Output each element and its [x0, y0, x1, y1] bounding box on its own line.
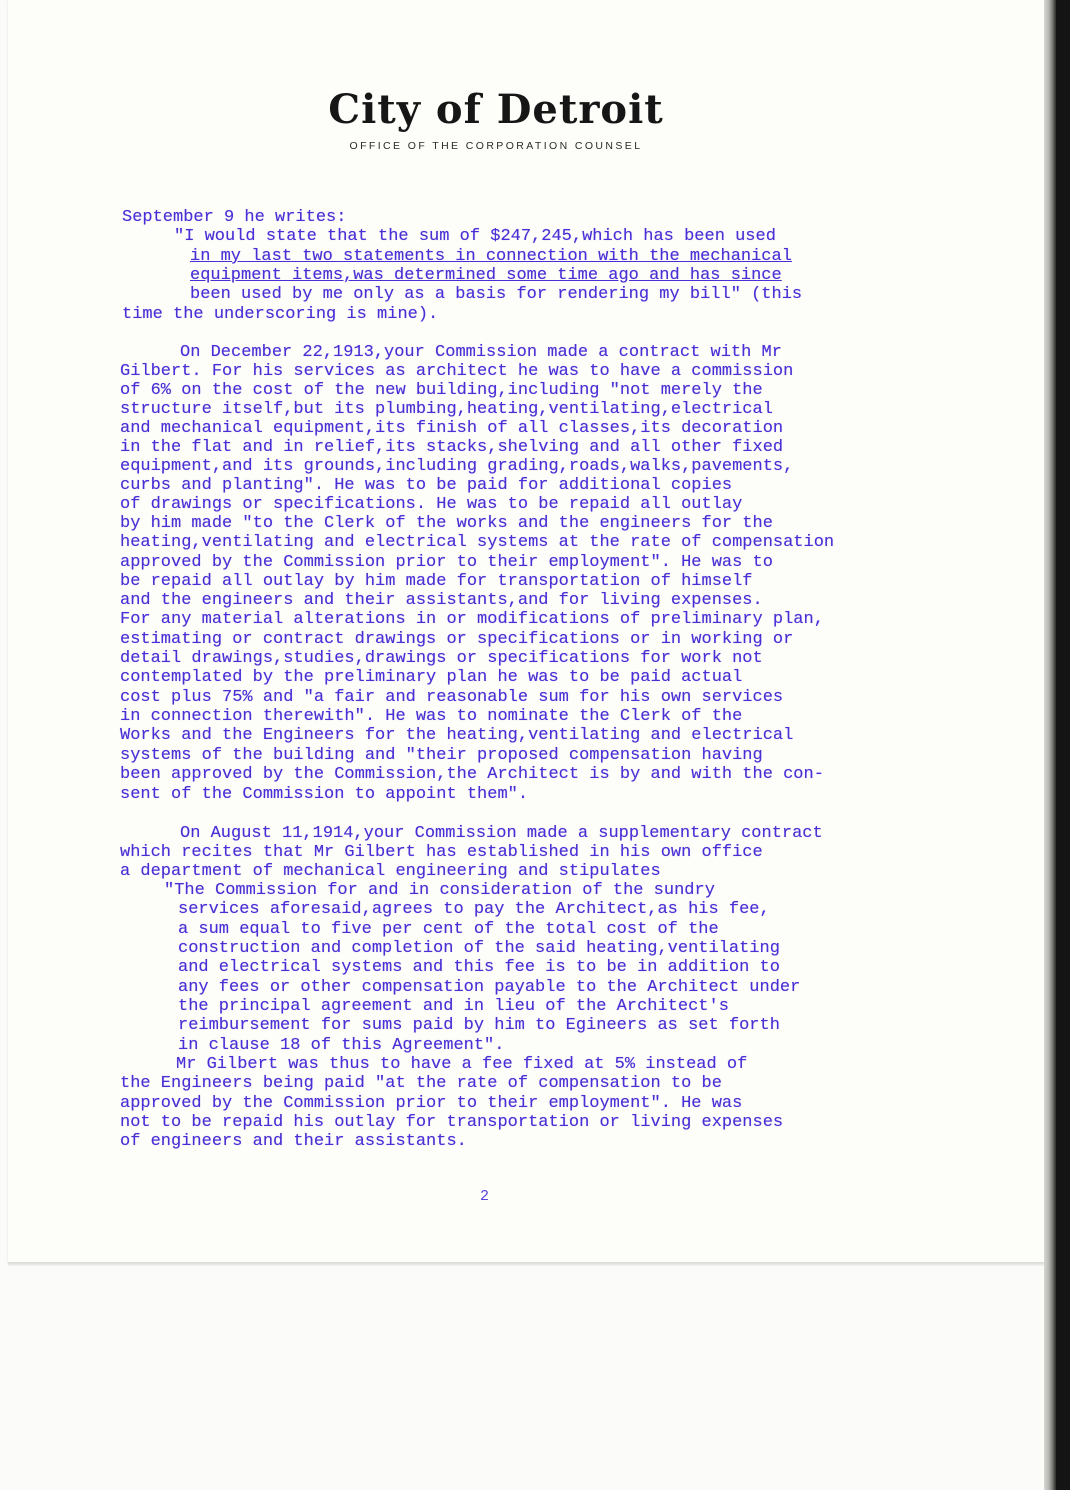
text-line: of engineers and their assistants. — [120, 1132, 467, 1151]
text-line: equipment items,was determined some time ago and has since — [190, 266, 782, 285]
text-line: be repaid all outlay by him made for transportation of himself — [120, 572, 753, 591]
text-line: of 6% on the cost of the new building,including "not merely the — [120, 381, 763, 400]
text-line: cost plus 75% and "a fair and reasonable sum for his own services — [120, 688, 784, 707]
text-line: the principal agreement and in lieu of the Architect's — [178, 997, 729, 1016]
text-line: not to be repaid his outlay for transportation or living expenses — [120, 1113, 784, 1132]
text-line: contemplated by the preliminary plan he was to be paid actual — [120, 668, 743, 687]
text-line: sent of the Commission to appoint them". — [120, 785, 529, 804]
text-line: approved by the Commission prior to their employment". He was — [120, 1094, 743, 1113]
text-line: been used by me only as a basis for rendering my bill" (this — [190, 285, 803, 304]
scanner-border — [1056, 0, 1070, 1490]
text-line: Gilbert. For his services as architect he was to have a commission — [120, 362, 794, 381]
text-line: a sum equal to five per cent of the total cost of the — [178, 920, 719, 939]
text-line: by him made "to the Clerk of the works and the engineers for the — [120, 514, 773, 533]
text-line: been approved by the Commission,the Architect is by and with the con- — [120, 765, 824, 784]
text-line: On December 22,1913,your Commission made a contract with Mr — [180, 343, 782, 362]
page-number: 2 — [480, 1188, 490, 1205]
text-line: Works and the Engineers for the heating,ventilating and electrical — [120, 726, 794, 745]
text-line: and electrical systems and this fee is to be in addition to — [178, 958, 780, 977]
text-line: construction and completion of the said heating,ventilating — [178, 939, 780, 958]
text-line: a department of mechanical engineering and stipulates — [120, 862, 661, 881]
sheet-bottom-edge — [8, 1262, 1044, 1266]
text-line: detail drawings,studies,drawings or specifications for work not — [120, 649, 763, 668]
text-line: "I would state that the sum of $247,245,which has been used — [174, 227, 776, 246]
text-line: services aforesaid,agrees to pay the Architect,as his fee, — [178, 900, 770, 919]
text-line: estimating or contract drawings or specifications or in working or — [120, 630, 794, 649]
letterhead-title: City of Detroit — [328, 86, 664, 133]
text-line: and mechanical equipment,its finish of all classes,its decoration — [120, 419, 784, 438]
text-line: Mr Gilbert was thus to have a fee fixed at 5% instead of — [176, 1055, 748, 1074]
text-line: time the underscoring is mine). — [122, 305, 439, 324]
text-line: heating,ventilating and electrical systems at the rate of compensation — [120, 533, 835, 552]
text-line: which recites that Mr Gilbert has established in his own office — [120, 843, 763, 862]
text-line: equipment,and its grounds,including grading,roads,walks,pavements, — [120, 457, 794, 476]
text-line: September 9 he writes: — [122, 208, 347, 227]
text-line: curbs and planting". He was to be paid for additional copies — [120, 476, 733, 495]
text-line: approved by the Commission prior to their employment". He was to — [120, 553, 773, 572]
text-line: reimbursement for sums paid by him to Egineers as set forth — [178, 1016, 780, 1035]
text-line: "The Commission for and in consideration of the sundry — [164, 881, 715, 900]
text-line: structure itself,but its plumbing,heating,ventilating,electrical — [120, 400, 773, 419]
text-line: and the engineers and their assistants,and for living expenses. — [120, 591, 763, 610]
text-line: of drawings or specifications. He was to be repaid all outlay — [120, 495, 743, 514]
binding-shadow — [1044, 0, 1056, 1490]
text-line: On August 11,1914,your Commission made a supplementary contract — [180, 824, 823, 843]
text-line: systems of the building and "their proposed compensation having — [120, 746, 763, 765]
text-line: the Engineers being paid "at the rate of compensation to be — [120, 1074, 722, 1093]
text-line: in my last two statements in connection with the mechanical — [190, 247, 792, 266]
text-line: in clause 18 of this Agreement". — [178, 1036, 505, 1055]
text-line: in the flat and in relief,its stacks,shelving and all other fixed — [120, 438, 784, 457]
letterhead-subtitle: OFFICE OF THE CORPORATION COUNSEL — [349, 140, 643, 152]
text-line: in connection therewith". He was to nominate the Clerk of the — [120, 707, 743, 726]
text-line: For any material alterations in or modifications of preliminary plan, — [120, 610, 824, 629]
text-line: any fees or other compensation payable to the Architect under — [178, 978, 801, 997]
